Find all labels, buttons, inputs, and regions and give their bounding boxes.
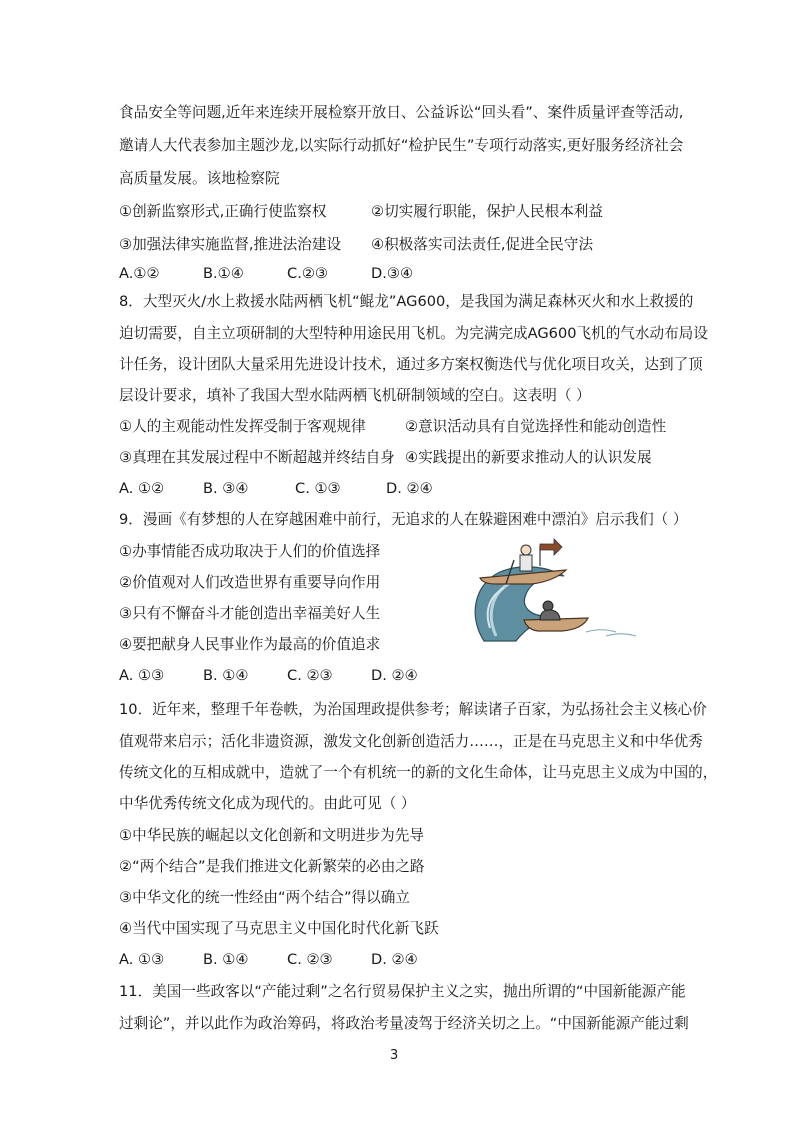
q9-item-2: ②价值观对人们改造世界有重要导向作用 xyxy=(119,574,381,591)
q10-item-1: ①中华民族的崛起以文化创新和文明进步为先导 xyxy=(119,827,424,844)
passenger-body xyxy=(540,610,560,620)
q7-choice-b: B.①④ xyxy=(203,265,244,282)
q8-text-line: 层设计要求，填补了我国大型水陆两栖飞机研制领域的空白。这表明（ ） xyxy=(119,387,591,404)
q10-text-line: 传统文化的互相成就中，造就了一个有机统一的新的文化生命体，让马克思主义成为中国的， xyxy=(119,764,718,781)
q7-choice-d: D.③④ xyxy=(371,265,414,282)
q8-choice-b: B. ③④ xyxy=(203,480,249,497)
q10-choice-a: A. ①③ xyxy=(119,951,165,968)
q7-text-line: 高质量发展。该地检察院 xyxy=(119,170,280,187)
q8-item-3: ③真理在其发展过程中不断超越并终结自身 xyxy=(119,449,395,466)
q7-item-1: ①创新监察形式,正确行使监察权 xyxy=(119,203,327,220)
ripple xyxy=(586,630,616,632)
q8-item-4: ④实践提出的新要求推动人的认识发展 xyxy=(405,449,652,466)
q9-choice-a: A. ①③ xyxy=(119,667,165,684)
q9-choice-c: C. ②③ xyxy=(287,667,333,684)
page-number: 3 xyxy=(390,1048,399,1063)
q8-text-line: 迫切需要，自主立项研制的大型特种用途民用飞机。为完满完成AG600飞机的气水动布局设 xyxy=(119,325,708,342)
q10-text-line: 中华优秀传统文化成为现代的。由此可见（ ） xyxy=(119,795,416,812)
q10-choice-c: C. ②③ xyxy=(287,951,333,968)
q7-item-3: ③加强法律实施监督,推进法治建设 xyxy=(119,236,342,253)
q10-text-line: 10．近年来，整理千年卷帙，为治国理政提供参考；解读诸子百家，为弘扬社会主义核心价 xyxy=(119,701,707,718)
q10-choice-b: B. ①④ xyxy=(203,951,249,968)
q8-choice-c: C. ①③ xyxy=(295,480,341,497)
q7-text-line: 食品安全等问题,近年来连续开展检察开放日、公益诉讼“回头看”、案件质量评查等活动, xyxy=(119,104,684,121)
q7-choice-c: C.②③ xyxy=(287,265,328,282)
q8-item-2: ②意识活动具有自觉选择性和能动创造性 xyxy=(405,418,667,435)
q10-item-4: ④当代中国实现了马克思主义中国化时代化新飞跃 xyxy=(119,920,439,937)
q9-text-line: 9．漫画《有梦想的人在穿越困难中前行，无追求的人在躲避困难中漂泊》启示我们（ ） xyxy=(119,511,688,528)
q8-choice-d: D. ②④ xyxy=(386,480,433,497)
q10-text-line: 值观带来启示；活化非遗资源，激发文化创新创造活力……，正是在马克思主义和中华优秀 xyxy=(119,733,703,750)
q7-text-line: 邀请人大代表参加主题沙龙,以实际行动抓好“检护民生”专项行动落实,更好服务经济社会 xyxy=(119,137,684,154)
rower-head xyxy=(521,545,531,555)
q10-item-3: ③中华文化的统一性经由“两个结合”得以确立 xyxy=(119,889,410,906)
passenger-head xyxy=(543,601,553,611)
q11-text-line: 11．美国一些政客以“产能过剩”之名行贸易保护主义之实，抛出所谓的“中国新能源产能 xyxy=(119,983,686,1000)
q9-choice-b: B. ①④ xyxy=(203,667,249,684)
q8-choice-a: A. ①② xyxy=(119,480,165,497)
q7-item-4: ④积极落实司法责任,促进全民守法 xyxy=(371,236,594,253)
q7-item-2: ②切实履行职能，保护人民根本利益 xyxy=(371,203,603,220)
cartoon-illustration xyxy=(466,536,656,646)
q11-text-line: 过剩论”，并以此作为政治筹码，将政治考量凌驾于经济关切之上。“中国新能源产能过剩 xyxy=(119,1015,689,1032)
arrow-sign xyxy=(540,539,562,555)
q8-text-line: 计任务，设计团队大量采用先进设计技术，通过多方案权衡迭代与优化项目攻关，达到了顶 xyxy=(119,356,703,373)
rower-body xyxy=(520,555,532,571)
ripple xyxy=(606,634,636,636)
q9-item-1: ①办事情能否成功取决于人们的价值选择 xyxy=(119,543,381,560)
q10-choice-d: D. ②④ xyxy=(371,951,418,968)
q8-item-1: ①人的主观能动性发挥受制于客观规律 xyxy=(119,418,366,435)
q9-item-4: ④要把献身人民事业作为最高的价值追求 xyxy=(119,636,381,653)
q7-choice-a: A.①② xyxy=(119,265,160,282)
q8-text-line: 8．大型灭火/水上救援水陆两栖飞机“鲲龙”AG600，是我国为满足森林灭火和水上救援的 xyxy=(119,293,694,310)
q9-item-3: ③只有不懈奋斗才能创造出幸福美好人生 xyxy=(119,605,381,622)
q9-choice-d: D. ②④ xyxy=(371,667,418,684)
q10-item-2: ②“两个结合”是我们推进文化新繁荣的必由之路 xyxy=(119,858,425,875)
